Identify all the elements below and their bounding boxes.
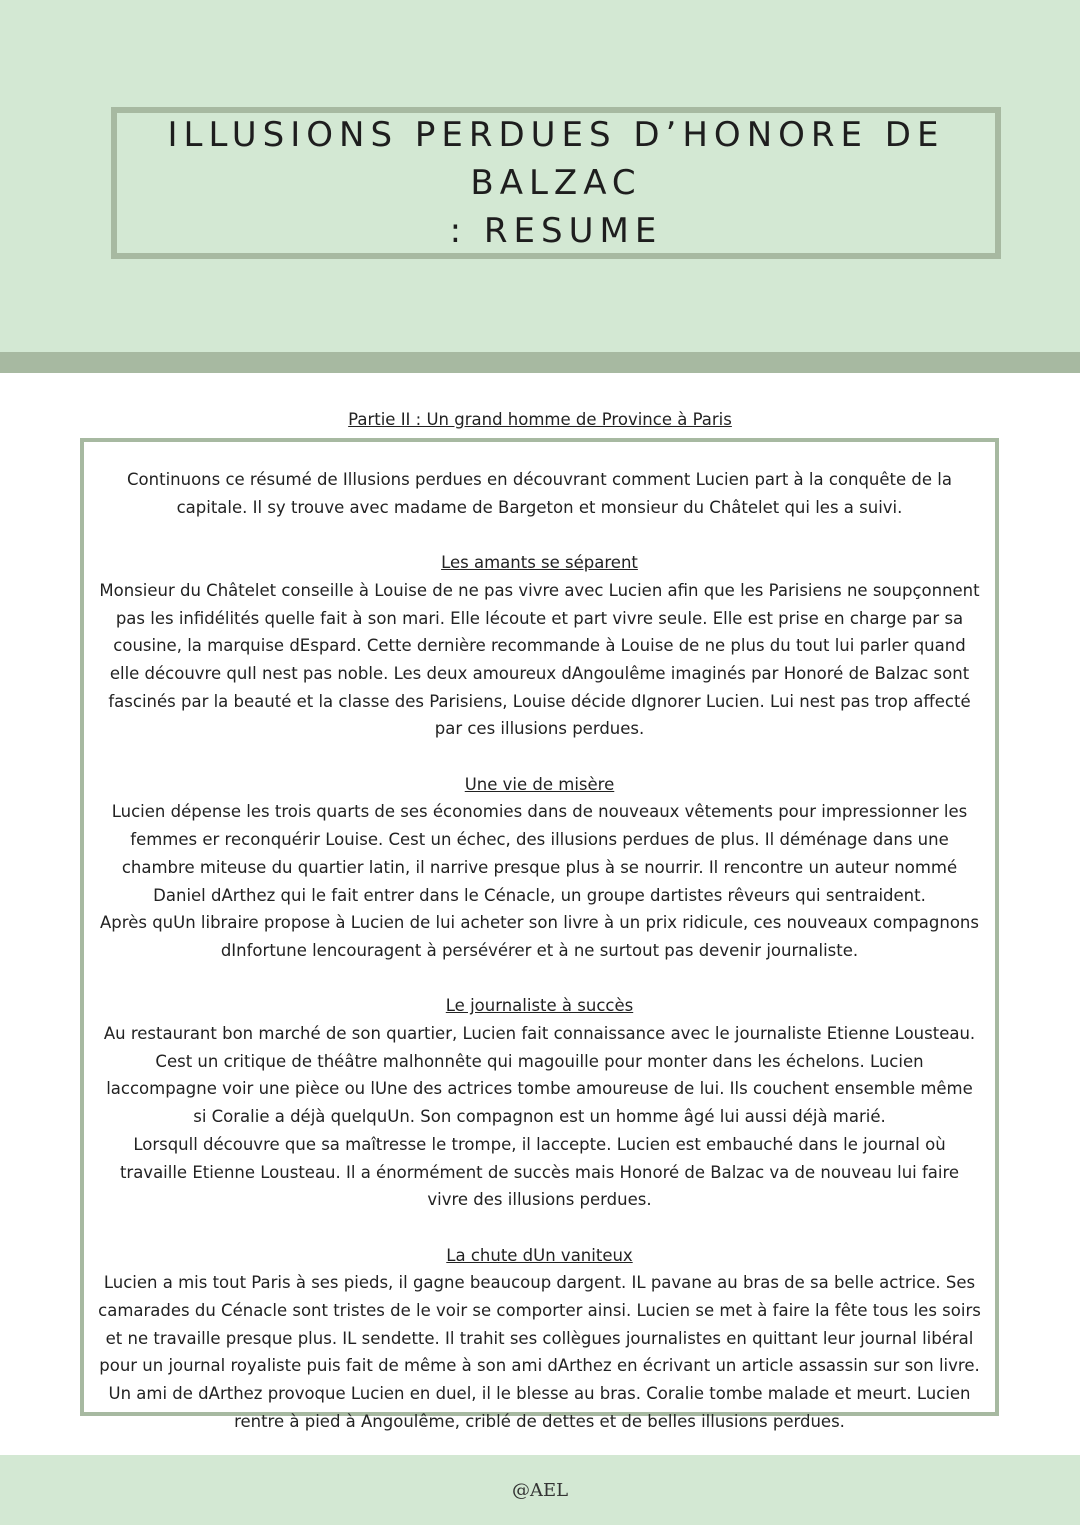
section-title: La chute dUn vaniteux (446, 1245, 633, 1265)
spacer (98, 743, 981, 771)
title-box (111, 107, 1001, 259)
section-paragraph: Lucien a mis tout Paris à ses pieds, il gagne beaucoup dargent. IL pavane au bras de sa belle actrice. Ses camarades du Cénacle sont tristes de le voir se comporter ainsi. Lucien se met à faire la fête tous les soirs et ne travaille presque plus. IL sendette. Il trahit ses collègues journalistes en quittant leur journal libéral pour un journal royaliste puis fait de même à son ami dArthez en écrivant un article assassin sur son livre. Un ami de dArthez provoque Lucien en duel, il le blesse au bras. Coralie tombe malade et meurt. Lucien rentre à pied à Angoulême, criblé de dettes et de belles illusions perdues. (98, 1273, 981, 1431)
header-stripe (0, 352, 1080, 373)
section-paragraph: Lorsqull découvre que sa maîtresse le trompe, il laccepte. Lucien est embauché dans le journal où travaille Etienne Lousteau. Il a énormément de succès mais Honoré de Balzac va de nouveau lui faire vivre des illusions perdues. (119, 1134, 960, 1210)
section-title: Le journaliste à succès (445, 996, 634, 1016)
title-line-2: : RESUME (449, 211, 663, 251)
summary-box (80, 438, 999, 1431)
spacer (98, 1214, 981, 1242)
footer-author: @AEL (511, 1479, 569, 1501)
section-paragraph: Au restaurant bon marché de son quartier, Lucien fait connaissance avec le journaliste Etienne Lousteau. Cest un critique de théâtre malhonnête qui magouille pour monter dans les échelons. Lucien laccompagne voir une pièce ou lUne des actrices tombe amoureuse de lui. Ils couchent ensemble même si Coralie a déjà quelquUn. Son compagnon est un homme âgé lui aussi déjà marié. (103, 1024, 976, 1127)
footer-band (0, 1455, 1080, 1525)
title-line-1: ILLUSIONS PERDUES D’HONORE DE BALZAC (167, 115, 945, 203)
section-paragraph: Lucien dépense les trois quarts de ses économies dans de nouveaux vêtements pour impressionner les femmes er reconquérir Louise. Cest un échec, des illusions perdues de plus. Il déménage dans une chambre miteuse du quartier latin, il narrive presque plus à se nourrir. Il rencontre un auteur nommé Daniel dArthez qui le fait entrer dans le Cénacle, un groupe dartistes rêveurs qui sentraident. (111, 802, 968, 905)
intro-paragraph: Continuons ce résumé de Illusions perdues en découvrant comment Lucien part à la conquête de la capitale. Il sy trouve avec madame de Bargeton et monsieur du Châtelet qui les a suivi. (127, 470, 952, 517)
spacer (98, 965, 981, 993)
section-paragraph: Après quUn libraire propose à Lucien de lui acheter son livre à un prix ridicule, ces nouveaux compagnons dInfortune lencouragent à persévérer et à ne surtout pas devenir journaliste. (100, 913, 979, 960)
page-title (117, 111, 995, 255)
spacer (98, 521, 981, 549)
section-paragraph: Monsieur du Châtelet conseille à Louise de ne pas vivre avec Lucien afin que les Parisiens ne soupçonnent pas les infidélités quelle fait à son mari. Elle lécoute et part vivre seule. Elle est prise en charge par sa cousine, la marquise dEspard. Cette dernière recommande à Louise de ne plus du tout lui parler quand elle découvre quIl nest pas noble. Les deux amoureux dAngoulême imaginés par Honoré de Balzac sont fascinés par la beauté et la classe des Parisiens, Louise décide dIgnorer Lucien. Lui nest pas trop affecté par ces illusions perdues. (99, 580, 980, 739)
part-title: Partie II : Un grand homme de Province à Paris (348, 410, 732, 429)
section-title: Une vie de misère (464, 774, 615, 794)
section-title: Les amants se séparent (441, 553, 638, 573)
